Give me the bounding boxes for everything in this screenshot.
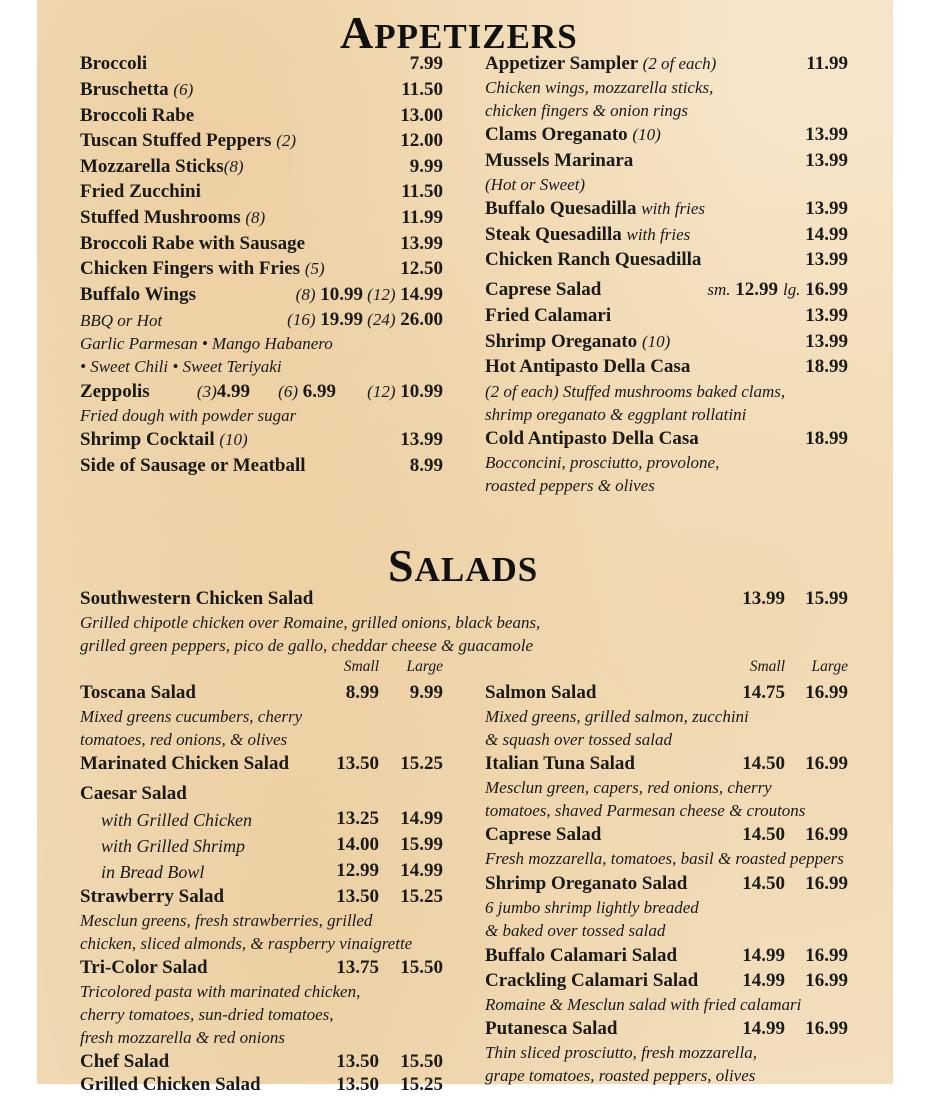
item-qty: (6) [173, 80, 194, 99]
item-name: Fried Zucchini [80, 181, 201, 202]
item-name: Mozzarella Sticks [80, 156, 224, 177]
item-grilled-chicken-salad [80, 1074, 261, 1096]
item-name: Cold Antipasto Della Casa [485, 428, 699, 449]
item-desc: chicken fingers & onion rings [485, 101, 689, 120]
item-name: Buffalo Calamari Salad [485, 945, 678, 966]
item-name: Fried Calamari [485, 305, 612, 326]
item-price-small: 14.99 [742, 1018, 785, 1039]
item-name: Southwestern Chicken Salad [80, 588, 314, 609]
item-price: 6.99 [302, 381, 336, 402]
item-price-large: 16.99 [805, 970, 848, 991]
item-desc: tomatoes, shaved Parmesan cheese & croutons [485, 801, 806, 820]
item-desc: cherry tomatoes, sun-dried tomatoes, [80, 1005, 334, 1024]
item-shrimp-oreganato [485, 331, 670, 353]
item-qty: (6) [278, 382, 298, 401]
item-price-large: 15.50 [400, 957, 443, 978]
item-name: Side of Sausage or Meatball [80, 455, 306, 476]
item-qty: with fries [641, 199, 706, 218]
item-desc: grilled green peppers, pico de gallo, cheddar cheese & guacamole [80, 636, 534, 655]
item-shrimp-oreganato-salad [485, 873, 687, 895]
item-price: 13.99 [400, 429, 443, 450]
item-price-small: 13.25 [336, 808, 379, 829]
item-name: Chef Salad [80, 1051, 170, 1072]
item-price: 4.99 [216, 381, 250, 402]
item-qty: (8) [245, 208, 266, 227]
item-caesar-salad [80, 783, 187, 805]
item-desc: Chicken wings, mozzarella sticks, [485, 78, 714, 97]
zeppolis-option-3 [367, 381, 443, 403]
item-name: Broccoli Rabe with Sausage [80, 233, 306, 254]
item-name: Chicken Fingers with Fries [80, 258, 301, 279]
item-desc: tomatoes, red onions, & olives [80, 730, 288, 749]
item-qty: (16) [287, 310, 316, 329]
item-price-large: 16.99 [805, 682, 848, 703]
item-price-small: 13.75 [336, 957, 379, 978]
item-price: 11.50 [401, 181, 443, 202]
item-toscana-salad [80, 682, 196, 704]
item-caprese-salad [485, 824, 601, 846]
item-name: Tri-Color Salad [80, 957, 208, 978]
item-price-large: 15.25 [400, 753, 443, 774]
item-putanesca-salad [485, 1018, 618, 1040]
item-name: Putanesca Salad [485, 1018, 618, 1039]
zeppolis-option-2 [278, 381, 336, 403]
item-price: 18.99 [805, 428, 848, 449]
caesar-option-shrimp: with Grilled Shrimp [101, 836, 246, 856]
item-qty: (8) [295, 285, 316, 304]
item-desc: Mesclun greens, fresh strawberries, grilled [80, 911, 373, 930]
item-fried-calamari [485, 305, 611, 327]
item-desc: Fried dough with powder sugar [80, 406, 297, 425]
item-price: 13.99 [805, 331, 848, 352]
item-name: Bruschetta [80, 79, 169, 100]
item-name: Broccoli Rabe [80, 105, 195, 126]
item-price-large: 15.25 [400, 1074, 443, 1095]
item-desc: & baked over tossed salad [485, 921, 666, 940]
caprese-large [783, 279, 848, 301]
item-name: Tuscan Stuffed Peppers [80, 130, 272, 151]
item-price-large: 16.99 [805, 1018, 848, 1039]
item-price-small: 14.75 [742, 682, 785, 703]
item-chicken-fingers [80, 258, 325, 280]
large-header: Large [406, 658, 443, 675]
item-price: 18.99 [805, 356, 848, 377]
item-price-small: 13.50 [336, 1074, 379, 1095]
item-salmon-salad [485, 682, 596, 704]
item-name: Broccoli [80, 53, 148, 74]
item-name: Shrimp Cocktail [80, 429, 215, 450]
item-price: 9.99 [409, 156, 443, 177]
item-qty: (8) [223, 157, 244, 176]
item-rabe-sausage [80, 233, 305, 255]
item-desc: grape tomatoes, roasted peppers, olives [485, 1066, 756, 1085]
item-cold-antipasto [485, 428, 699, 450]
item-chef-salad [80, 1051, 169, 1073]
item-price-small: 13.50 [336, 886, 379, 907]
item-ranch-quesadilla [485, 249, 701, 271]
item-bruschetta [80, 79, 193, 101]
salads-heading-rest: ALADS [414, 550, 539, 589]
appetizers-heading-rest: PPETIZERS [374, 17, 578, 56]
item-price-large: 16.99 [805, 873, 848, 894]
item-qty: (12) [367, 382, 396, 401]
item-price: 13.99 [400, 233, 443, 254]
salads-heading-initial: S [388, 540, 415, 591]
appetizers-heading [340, 6, 578, 59]
item-qty: (2 of each) [642, 54, 717, 73]
item-price-large: 15.25 [400, 886, 443, 907]
item-price-small: 14.99 [742, 970, 785, 991]
item-price: 19.99 [320, 309, 363, 330]
item-price-large: 15.50 [400, 1051, 443, 1072]
item-price-large: 16.99 [805, 824, 848, 845]
item-qty: (10) [641, 332, 671, 351]
item-qty: (10) [632, 125, 661, 144]
item-price: 13.99 [805, 124, 848, 145]
item-price: 10.99 [320, 284, 363, 305]
item-price-large: 14.99 [400, 860, 443, 881]
item-price: 13.99 [742, 588, 785, 609]
wings-option-2 [367, 284, 443, 306]
item-desc: Garlic Parmesan • Mango Habanero [80, 334, 333, 353]
item-name: Strawberry Salad [80, 886, 225, 907]
item-price-small: 14.99 [742, 945, 785, 966]
item-qty: (12) [367, 285, 396, 304]
item-desc: BBQ or Hot [80, 311, 163, 330]
caprese-small [707, 279, 778, 301]
item-price-small: 13.50 [336, 1051, 379, 1072]
item-southwestern-salad [80, 588, 313, 610]
item-fried-zucchini [80, 181, 201, 203]
item-qty: (2) [276, 131, 297, 150]
item-desc: 6 jumbo shrimp lightly breaded [485, 898, 699, 917]
item-desc: • Sweet Chili • Sweet Teriyaki [80, 357, 282, 376]
item-caprese-appetizer [485, 279, 601, 301]
item-name: Caesar Salad [80, 783, 187, 804]
item-stuffed-mushrooms [80, 207, 265, 229]
item-name: Salmon Salad [485, 682, 597, 703]
appetizers-heading-initial: A [340, 7, 375, 58]
item-price: 8.99 [409, 455, 443, 476]
size-label: sm. [707, 280, 731, 299]
salads-heading [388, 539, 538, 592]
item-price: 15.99 [805, 588, 848, 609]
item-price: 13.99 [805, 249, 848, 270]
item-desc: roasted peppers & olives [485, 476, 655, 495]
small-header: Small [749, 658, 785, 675]
item-price-small: 14.50 [742, 824, 785, 845]
item-name: Clams Oreganato [485, 124, 628, 145]
item-price: 11.99 [401, 207, 443, 228]
item-price: 7.99 [409, 53, 443, 74]
item-price-large: 9.99 [409, 682, 443, 703]
item-buffalo-wings [80, 284, 196, 306]
caesar-option-chicken: with Grilled Chicken [101, 810, 252, 830]
item-desc: (Hot or Sweet) [485, 175, 586, 194]
item-price: 11.99 [806, 53, 848, 74]
item-tricolor-salad [80, 957, 208, 979]
item-clams-oreganato [485, 124, 661, 146]
item-price: 12.50 [400, 258, 443, 279]
menu-page [37, 0, 893, 1095]
item-buffalo-calamari-salad [485, 945, 677, 967]
item-buffalo-quesadilla [485, 198, 705, 220]
item-desc: shrimp oreganato & eggplant rollatini [485, 405, 747, 424]
item-desc: Thin sliced prosciutto, fresh mozzarella, [485, 1043, 757, 1062]
item-name: Shrimp Oreganato Salad [485, 873, 688, 894]
item-name: Marinated Chicken Salad [80, 753, 290, 774]
item-crackling-calamari-salad [485, 970, 698, 992]
item-price-small: 14.00 [336, 834, 379, 855]
item-qty: (24) [367, 310, 396, 329]
item-name: Crackling Calamari Salad [485, 970, 699, 991]
caesar-option-bread-bowl: in Bread Bowl [101, 862, 205, 882]
zeppolis-option-1 [197, 381, 250, 403]
item-price: 12.00 [400, 130, 443, 151]
item-price: 13.00 [400, 105, 443, 126]
item-name: Buffalo Quesadilla [485, 198, 637, 219]
item-price-large: 16.99 [805, 753, 848, 774]
item-name: Stuffed Mushrooms [80, 207, 241, 228]
item-desc: Mesclun green, capers, red onions, cherry [485, 778, 772, 797]
wings-option-4 [367, 309, 443, 331]
item-qty: with fries [626, 225, 691, 244]
item-steak-quesadilla [485, 224, 690, 246]
item-qty: (3) [196, 382, 217, 401]
item-desc: Tricolored pasta with marinated chicken, [80, 982, 361, 1001]
item-price: 26.00 [400, 309, 443, 330]
item-broccoli [80, 53, 147, 75]
large-header: Large [811, 658, 848, 675]
item-desc: Fresh mozzarella, tomatoes, basil & roasted peppers [485, 849, 844, 868]
item-desc: fresh mozzarella & red onions [80, 1028, 285, 1047]
item-name: Buffalo Wings [80, 284, 196, 305]
item-desc: Grilled chipotle chicken over Romaine, grilled onions, black beans, [80, 613, 541, 632]
item-qty: (10) [219, 430, 248, 449]
item-mussels-marinara [485, 150, 633, 172]
item-name: Caprese Salad [485, 279, 602, 300]
item-tuscan-peppers [80, 130, 296, 152]
item-price-small: 12.99 [336, 860, 379, 881]
item-strawberry-salad [80, 886, 224, 908]
item-marinated-chicken-salad [80, 753, 289, 775]
item-name: Shrimp Oreganato [485, 331, 638, 352]
item-price: 13.99 [805, 150, 848, 171]
item-name: Grilled Chicken Salad [80, 1074, 261, 1095]
item-name: Hot Antipasto Della Casa [485, 356, 691, 377]
item-price: 11.50 [401, 79, 443, 100]
item-price: 14.99 [400, 284, 443, 305]
wings-option-1 [296, 284, 363, 306]
item-desc: Bocconcini, prosciutto, provolone, [485, 453, 720, 472]
item-price: 13.99 [805, 198, 848, 219]
small-header: Small [343, 658, 379, 675]
item-side-sausage [80, 455, 306, 477]
item-desc: & squash over tossed salad [485, 730, 672, 749]
item-name: Mussels Marinara [485, 150, 634, 171]
item-name: Zeppolis [80, 381, 150, 402]
item-price-large: 14.99 [400, 808, 443, 829]
item-hot-antipasto [485, 356, 690, 378]
item-name: Steak Quesadilla [485, 224, 622, 245]
item-price-large: 16.99 [805, 945, 848, 966]
item-price-small: 13.50 [336, 753, 379, 774]
item-qty: (5) [304, 259, 325, 278]
item-price-large: 15.99 [400, 834, 443, 855]
item-appetizer-sampler [485, 53, 716, 75]
item-shrimp-cocktail [80, 429, 248, 451]
size-label: lg. [783, 280, 801, 299]
item-desc: Romaine & Mesclun salad with fried calamari [485, 995, 802, 1014]
item-price: 16.99 [805, 279, 848, 300]
item-price: 14.99 [805, 224, 848, 245]
item-desc: (2 of each) Stuffed mushrooms baked clams, [485, 382, 786, 401]
item-name: Toscana Salad [80, 682, 196, 703]
item-price-small: 14.50 [742, 873, 785, 894]
item-desc: Mixed greens cucumbers, cherry [80, 707, 303, 726]
item-broccoli-rabe [80, 105, 194, 127]
item-name: Italian Tuna Salad [485, 753, 635, 774]
item-price: 13.99 [805, 305, 848, 326]
item-desc: chicken, sliced almonds, & raspberry vinaigrette [80, 934, 413, 953]
item-price-small: 8.99 [345, 682, 379, 703]
wings-option-3 [287, 309, 363, 331]
item-mozzarella-sticks [80, 156, 244, 178]
item-zeppolis [80, 381, 150, 403]
item-italian-tuna-salad [485, 753, 635, 775]
item-price: 12.99 [735, 279, 778, 300]
item-price: 10.99 [400, 381, 443, 402]
item-name: Appetizer Sampler [485, 53, 638, 74]
item-name: Chicken Ranch Quesadilla [485, 249, 702, 270]
item-price-small: 14.50 [742, 753, 785, 774]
item-desc: Mixed greens, grilled salmon, zucchini [485, 707, 749, 726]
item-name: Caprese Salad [485, 824, 602, 845]
